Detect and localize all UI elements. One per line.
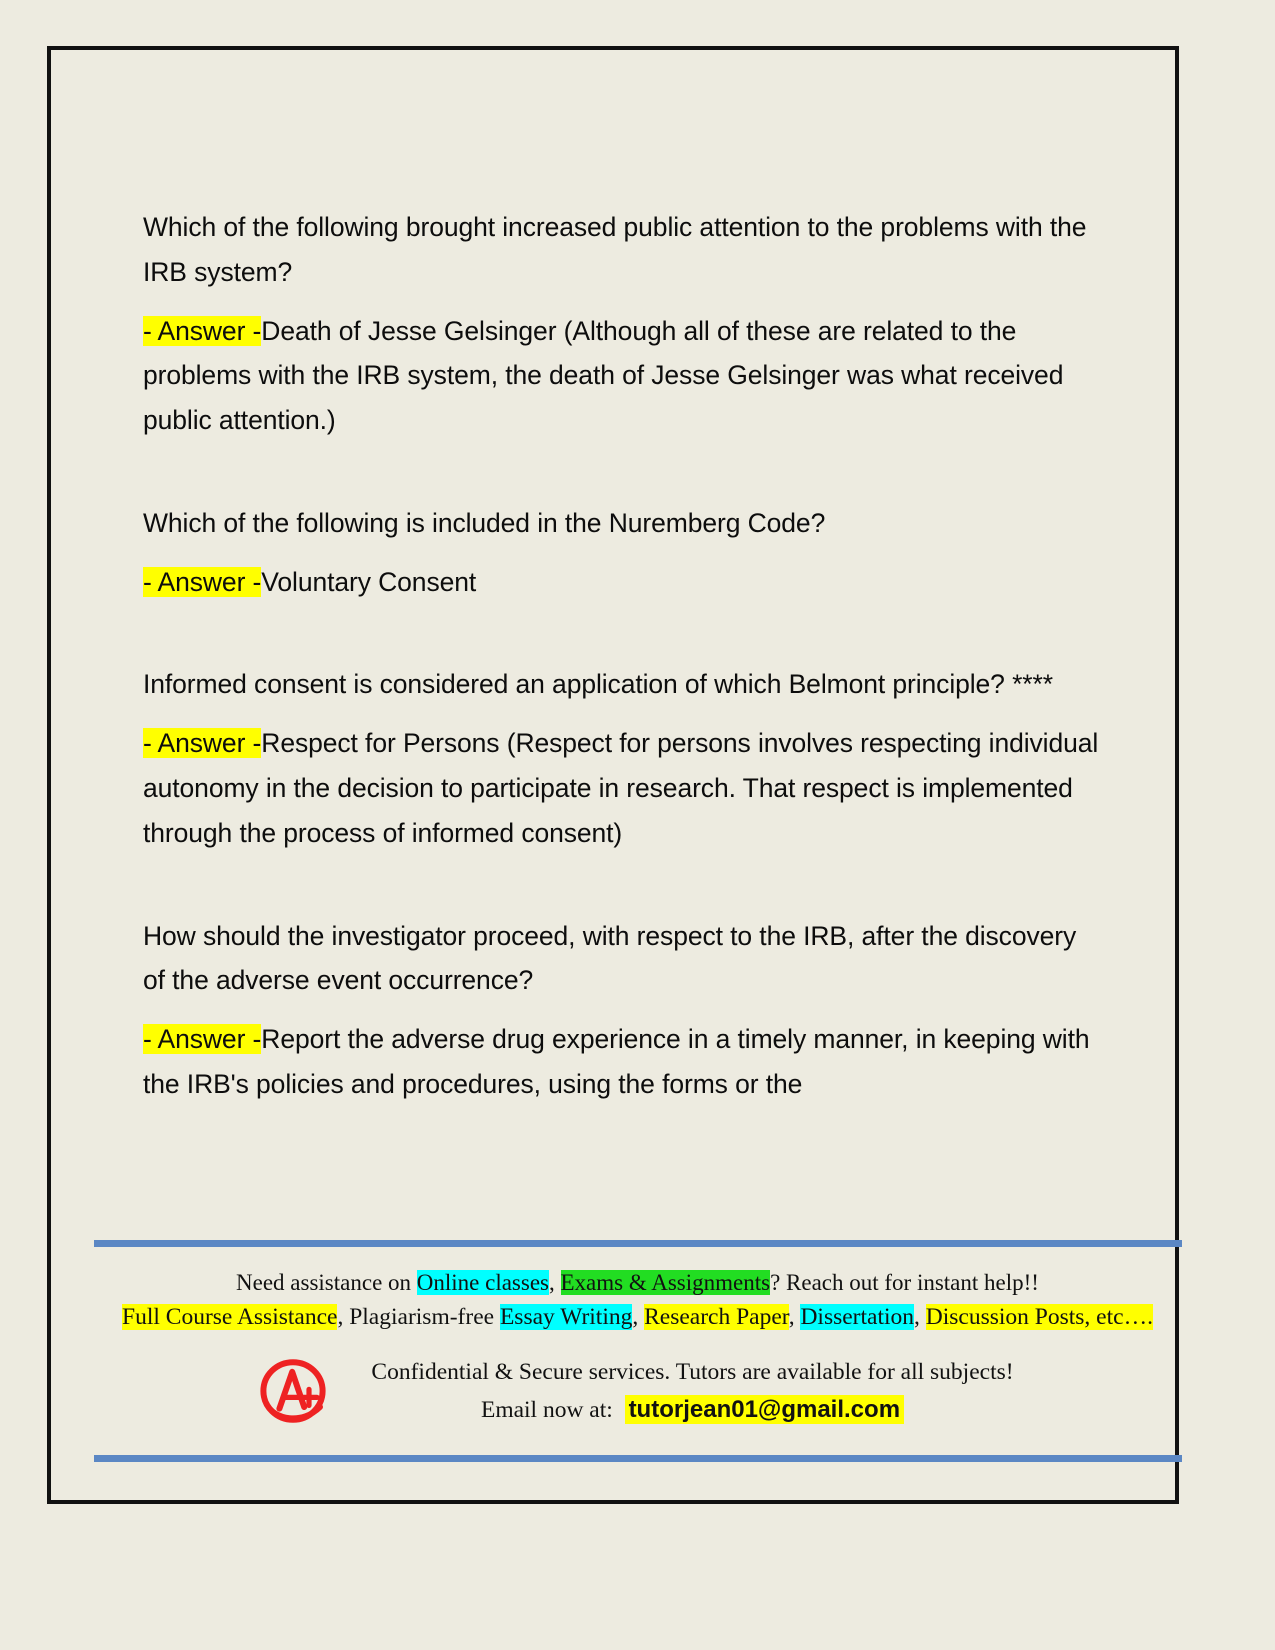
answer-marker: - Answer - bbox=[143, 1024, 262, 1055]
qa-block bbox=[143, 914, 1103, 1107]
answer-body: Respect for Persons (Respect for persons involves respecting individual autonomy in the decision to participate in research. That respect is implemented through the process of informed consent) bbox=[143, 728, 1099, 848]
ad-highlight-full-course-assistance: Full Course Assistance bbox=[122, 1303, 338, 1330]
ad-text-part: , bbox=[549, 1270, 561, 1295]
qa-block bbox=[143, 662, 1103, 855]
answer-text bbox=[143, 721, 1103, 855]
question-text: Informed consent is considered an application of which Belmont principle? **** bbox=[143, 669, 1053, 700]
ad-text-part: ? Reach out for instant help!! bbox=[770, 1270, 1039, 1295]
question-text: Which of the following is included in the Nuremberg Code? bbox=[143, 507, 826, 538]
contact-row bbox=[0, 1351, 1275, 1431]
answer-marker: - Answer - bbox=[143, 728, 262, 759]
answer-text bbox=[143, 309, 1103, 443]
contact-text-block bbox=[343, 1354, 1043, 1428]
logo-container bbox=[233, 1351, 353, 1431]
footer-divider-bottom bbox=[94, 1455, 1182, 1462]
promo-footer bbox=[0, 1240, 1275, 1462]
answer-text bbox=[143, 1017, 1103, 1107]
answer-marker: - Answer - bbox=[143, 315, 262, 346]
ad-highlight-online-classes: Online classes bbox=[416, 1270, 549, 1295]
answer-text bbox=[143, 560, 1103, 605]
answer-body: Report the adverse drug experience in a timely manner, in keeping with the IRB's policies and procedures, using the forms or the bbox=[143, 1024, 1090, 1099]
confidential-notice: Confidential & Secure services. Tutors are available for all subjects! bbox=[371, 1359, 1014, 1386]
ad-line-services bbox=[0, 1301, 1275, 1333]
ad-text-part: , bbox=[788, 1303, 801, 1330]
ad-highlight-discussion-posts: Discussion Posts, etc…. bbox=[925, 1303, 1153, 1330]
ad-text-part: , Plagiarism-free bbox=[337, 1303, 500, 1330]
footer-divider-top bbox=[94, 1240, 1182, 1247]
answer-marker: - Answer - bbox=[143, 566, 262, 597]
ad-highlight-dissertation: Dissertation bbox=[800, 1303, 915, 1330]
qa-block bbox=[143, 205, 1103, 443]
a-plus-grade-logo-icon bbox=[253, 1351, 333, 1431]
ad-text-part: , bbox=[914, 1303, 926, 1330]
answer-body: Voluntary Consent bbox=[261, 566, 477, 597]
question-text: Which of the following brought increased public attention to the problems with the IRB system? bbox=[143, 212, 1087, 287]
ad-highlight-exams-assignments: Exams & Assignments bbox=[560, 1270, 771, 1295]
ad-line-primary bbox=[0, 1267, 1275, 1299]
email-label: Email now at: bbox=[480, 1396, 613, 1423]
ad-highlight-research-paper: Research Paper bbox=[644, 1303, 789, 1330]
email-address[interactable]: tutorjean01@gmail.com bbox=[625, 1395, 904, 1424]
qa-block bbox=[143, 501, 1103, 605]
email-line bbox=[343, 1391, 1043, 1428]
question-text: How should the investigator proceed, with respect to the IRB, after the discovery of the adverse event occurrence? bbox=[143, 920, 1077, 996]
ad-highlight-essay-writing: Essay Writing bbox=[499, 1303, 633, 1330]
answer-body: Death of Jesse Gelsinger (Although all of these are related to the problems with the IRB system, the death of Jesse Gelsinger was what received public attention.) bbox=[143, 315, 1064, 436]
ad-text-part: , bbox=[632, 1303, 645, 1330]
document-content bbox=[143, 205, 1103, 1107]
ad-text-part: Need assistance on bbox=[236, 1270, 417, 1295]
